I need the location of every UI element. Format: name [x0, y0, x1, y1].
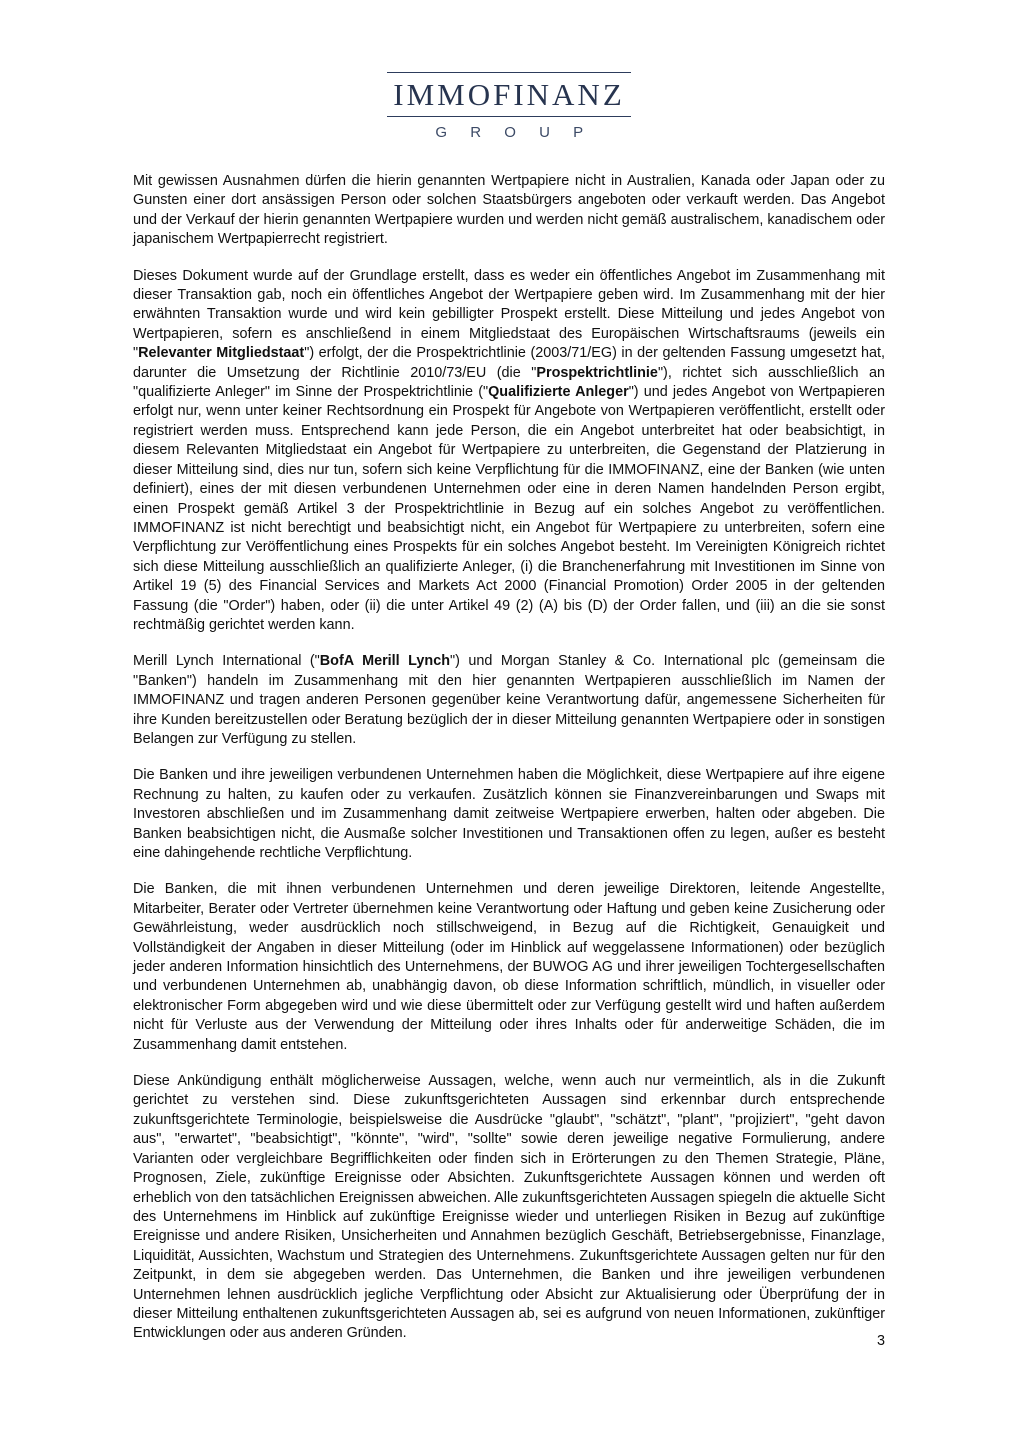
page-number: 3: [876, 1333, 885, 1349]
paragraph-forward-looking-statements: Diese Ankündigung enthält möglicherweise Aussagen, welche, wenn auch nur vermeintlich, als in die Zukunft gerichtet zu verstehen sind. Diese zukunftsgerichteten Aussagen sind erkennbar durch entsprechende zukunftsgerichtete Terminologie, beispielsweise die Ausdrücke "glaubt", "schätzt", "plant", "projiziert", "geht davon aus", "erwartet", "beabsichtigt", "könnte", "wird", "sollte" sowie deren jeweilige negative Formulierung, andere Varianten oder vergleichbare Begrifflichkeiten oder finden sich in Erörterungen zu den Themen Strategie, Pläne, Prognosen, Ziele, zukünftige Ereignisse oder Absichten. Zukunftsgerichtete Aussagen können und werden oft erheblich von den tatsächlichen Ereignissen abweichen. Alle zukunftsgerichteten Aussagen spiegeln die aktuelle Sicht des Unternehmens im Hinblick auf zukünftige Ereignisse wieder und unterliegen Risiken in Bezug auf zukünftige Ereignisse und andere Risiken, Unsicherheiten und Annahmen bezüglich Geschäft, Betriebsergebnisse, Finanzlage, Liquidität, Aussichten, Wachstum und Strategien des Unternehmens. Zukunftsgerichtete Aussagen gelten nur für den Zeitpunkt, in dem sie abgegeben werden. Das Unternehmen, die Banken und ihre jeweiligen verbundenen Unternehmen lehnen ausdrücklich jegliche Verpflichtung oder Absicht zur Aktualisierung oder Überprüfung der in dieser Mitteilung enthaltenen zukunftsgerichteten Aussagen ab, sei es aufgrund von neuen Informationen, zukünftiger Entwicklungen oder aus anderen Gründen.: [133, 1073, 885, 1342]
company-logo: [0, 72, 1018, 145]
document-body: [133, 172, 885, 1344]
paragraph-prospectus-directive: Dieses Dokument wurde auf der Grundlage erstellt, dass es weder ein öffentliches Angebot im Zusammenhang mit dieser Transaktion gab, noch ein öffentliches Angebot der Wertpapiere geben wird. Im Zusammenhang mit der hier erwähnten Transaktion wurde und wird kein gebilligter Prospekt erstellt. Diese Mitteilung und jedes Angebot von Wertpapieren, sofern es anschließend in einem Mitgliedstaat des Europäischen Wirtschaftsraums (jeweils ein "Relevanter Mitgliedstaat") erfolgt, der die Prospektrichtlinie (2003/71/EG) in der geltenden Fassung umgesetzt hat, darunter die Umsetzung der Richtlinie 2010/73/EU (die "Prospektrichtlinie"), richtet sich ausschließlich an "qualifizierte Anleger" im Sinne der Prospektrichtlinie ("Qualifizierte Anleger") und jedes Angebot von Wertpapieren erfolgt nur, wenn unter keiner Rechtsordnung ein Prospekt für Angebote von Wertpapieren veröffentlicht, erstellt oder registriert werden muss. Entsprechend kann jede Person, die ein Angebot unterbreitet hat oder beabsichtigt, in diesem Relevanten Mitgliedstaat ein Angebot für Wertpapiere zu unterbreiten, die Gegenstand der Platzierung in dieser Mitteilung sind, dies nur tun, sofern sich keine Verpflichtung für die IMMOFINANZ, eine der Banken (wie unten definiert), eines der mit diesen verbundenen Unternehmen oder eine in deren Namen handelnden Person ergibt, einen Prospekt gemäß Artikel 3 der Prospektrichtlinie in Bezug auf ein solches Angebot zu veröffentlichen. IMMOFINANZ ist nicht berechtigt und beabsichtigt nicht, ein Angebot für Wertpapiere zu unterbreiten, sofern eine Verpflichtung zur Veröffentlichung eines Prospekts für ein solches Angebot besteht. Im Vereinigten Königreich richtet sich diese Mitteilung ausschließlich an qualifizierte Anleger, (i) die Branchenerfahrung mit Investitionen im Sinne von Artikel 19 (5) des Financial Services and Markets Act 2000 (Financial Promotion) Order 2005 in der geltenden Fassung (die "Order") haben, oder (ii) die unter Artikel 49 (2) (A) bis (D) der Order fallen, und (iii) an die sie sonst rechtmäßig gerichtet werden kann.: [133, 267, 885, 633]
paragraph-no-liability: Die Banken, die mit ihnen verbundenen Unternehmen und deren jeweilige Direktoren, leitende Angestellte, Mitarbeiter, Berater oder Vertreter übernehmen keine Verantwortung oder Haftung und geben keine Zusicherung oder Gewährleistung, weder ausdrücklich noch stillschweigend, in Bezug auf die Richtigkeit, Genauigkeit und Vollständigkeit der Angaben in dieser Mitteilung (oder im Hinblick auf weggelassene Informationen) oder bezüglich jeder anderen Information hinsichtlich des Unternehmens, der BUWOG AG und ihrer jeweiligen Tochtergesellschaften und verbundenen Unternehmen ab, unabhängig davon, ob diese Information schriftlich, mündlich, in visueller oder elektronischer Form abgegeben wird und wie diese übermittelt oder zur Verfügung gestellt wird und haften außerdem nicht für Verluste aus der Verwendung der Mitteilung oder ihres Inhalts oder für anderweitige Schäden, die im Zusammenhang damit entstehen.: [133, 881, 885, 1053]
paragraph-banks-acting-for-immofinanz: Merill Lynch International ("BofA Merill Lynch") und Morgan Stanley & Co. International plc (gemeinsam die "Banken") handeln im Zusammenhang mit den hier genannten Wertpapieren ausschließlich im Namen der IMMOFINANZ und tragen anderen Personen gegenüber keine Verantwortung dafür, angemessene Sicherheiten für ihre Kunden bereitzustellen oder Beratung bezüglich der in dieser Mitteilung genannten Wertpapiere oder in sonstigen Belangen zur Verfügung zu stellen.: [133, 653, 885, 747]
logo-inner: [387, 72, 631, 145]
paragraph-securities-restriction: Mit gewissen Ausnahmen dürfen die hierin genannten Wertpapiere nicht in Australien, Kanada oder Japan oder zu Gunsten einer dort ansässigen Person oder solchen Staatsbürgers angeboten oder verkauft werden. Das Angebot und der Verkauf der hierin genannten Wertpapiere wurden und werden nicht gemäß australischem, kanadischem oder japanischem Wertpapierrecht registriert.: [133, 173, 885, 248]
logo-subword: G R O U P: [435, 124, 593, 141]
logo-top-rule: [387, 72, 631, 73]
logo-wordmark: IMMOFINANZ: [393, 77, 625, 112]
paragraph-own-account-dealings: Die Banken und ihre jeweiligen verbundenen Unternehmen haben die Möglichkeit, diese Wertpapiere auf ihre eigene Rechnung zu halten, zu kaufen oder zu verkaufen. Zusätzlich können sie Finanzvereinbarungen und Swaps mit Investoren abschließen und im Zusammenhang damit zeitweise Wertpapiere erwerben, halten oder abgeben. Die Banken beabsichtigen nicht, die Ausmaße solcher Investitionen und Transaktionen offen zu legen, außer es besteht eine dahingehende rechtliche Verpflichtung.: [133, 767, 885, 861]
